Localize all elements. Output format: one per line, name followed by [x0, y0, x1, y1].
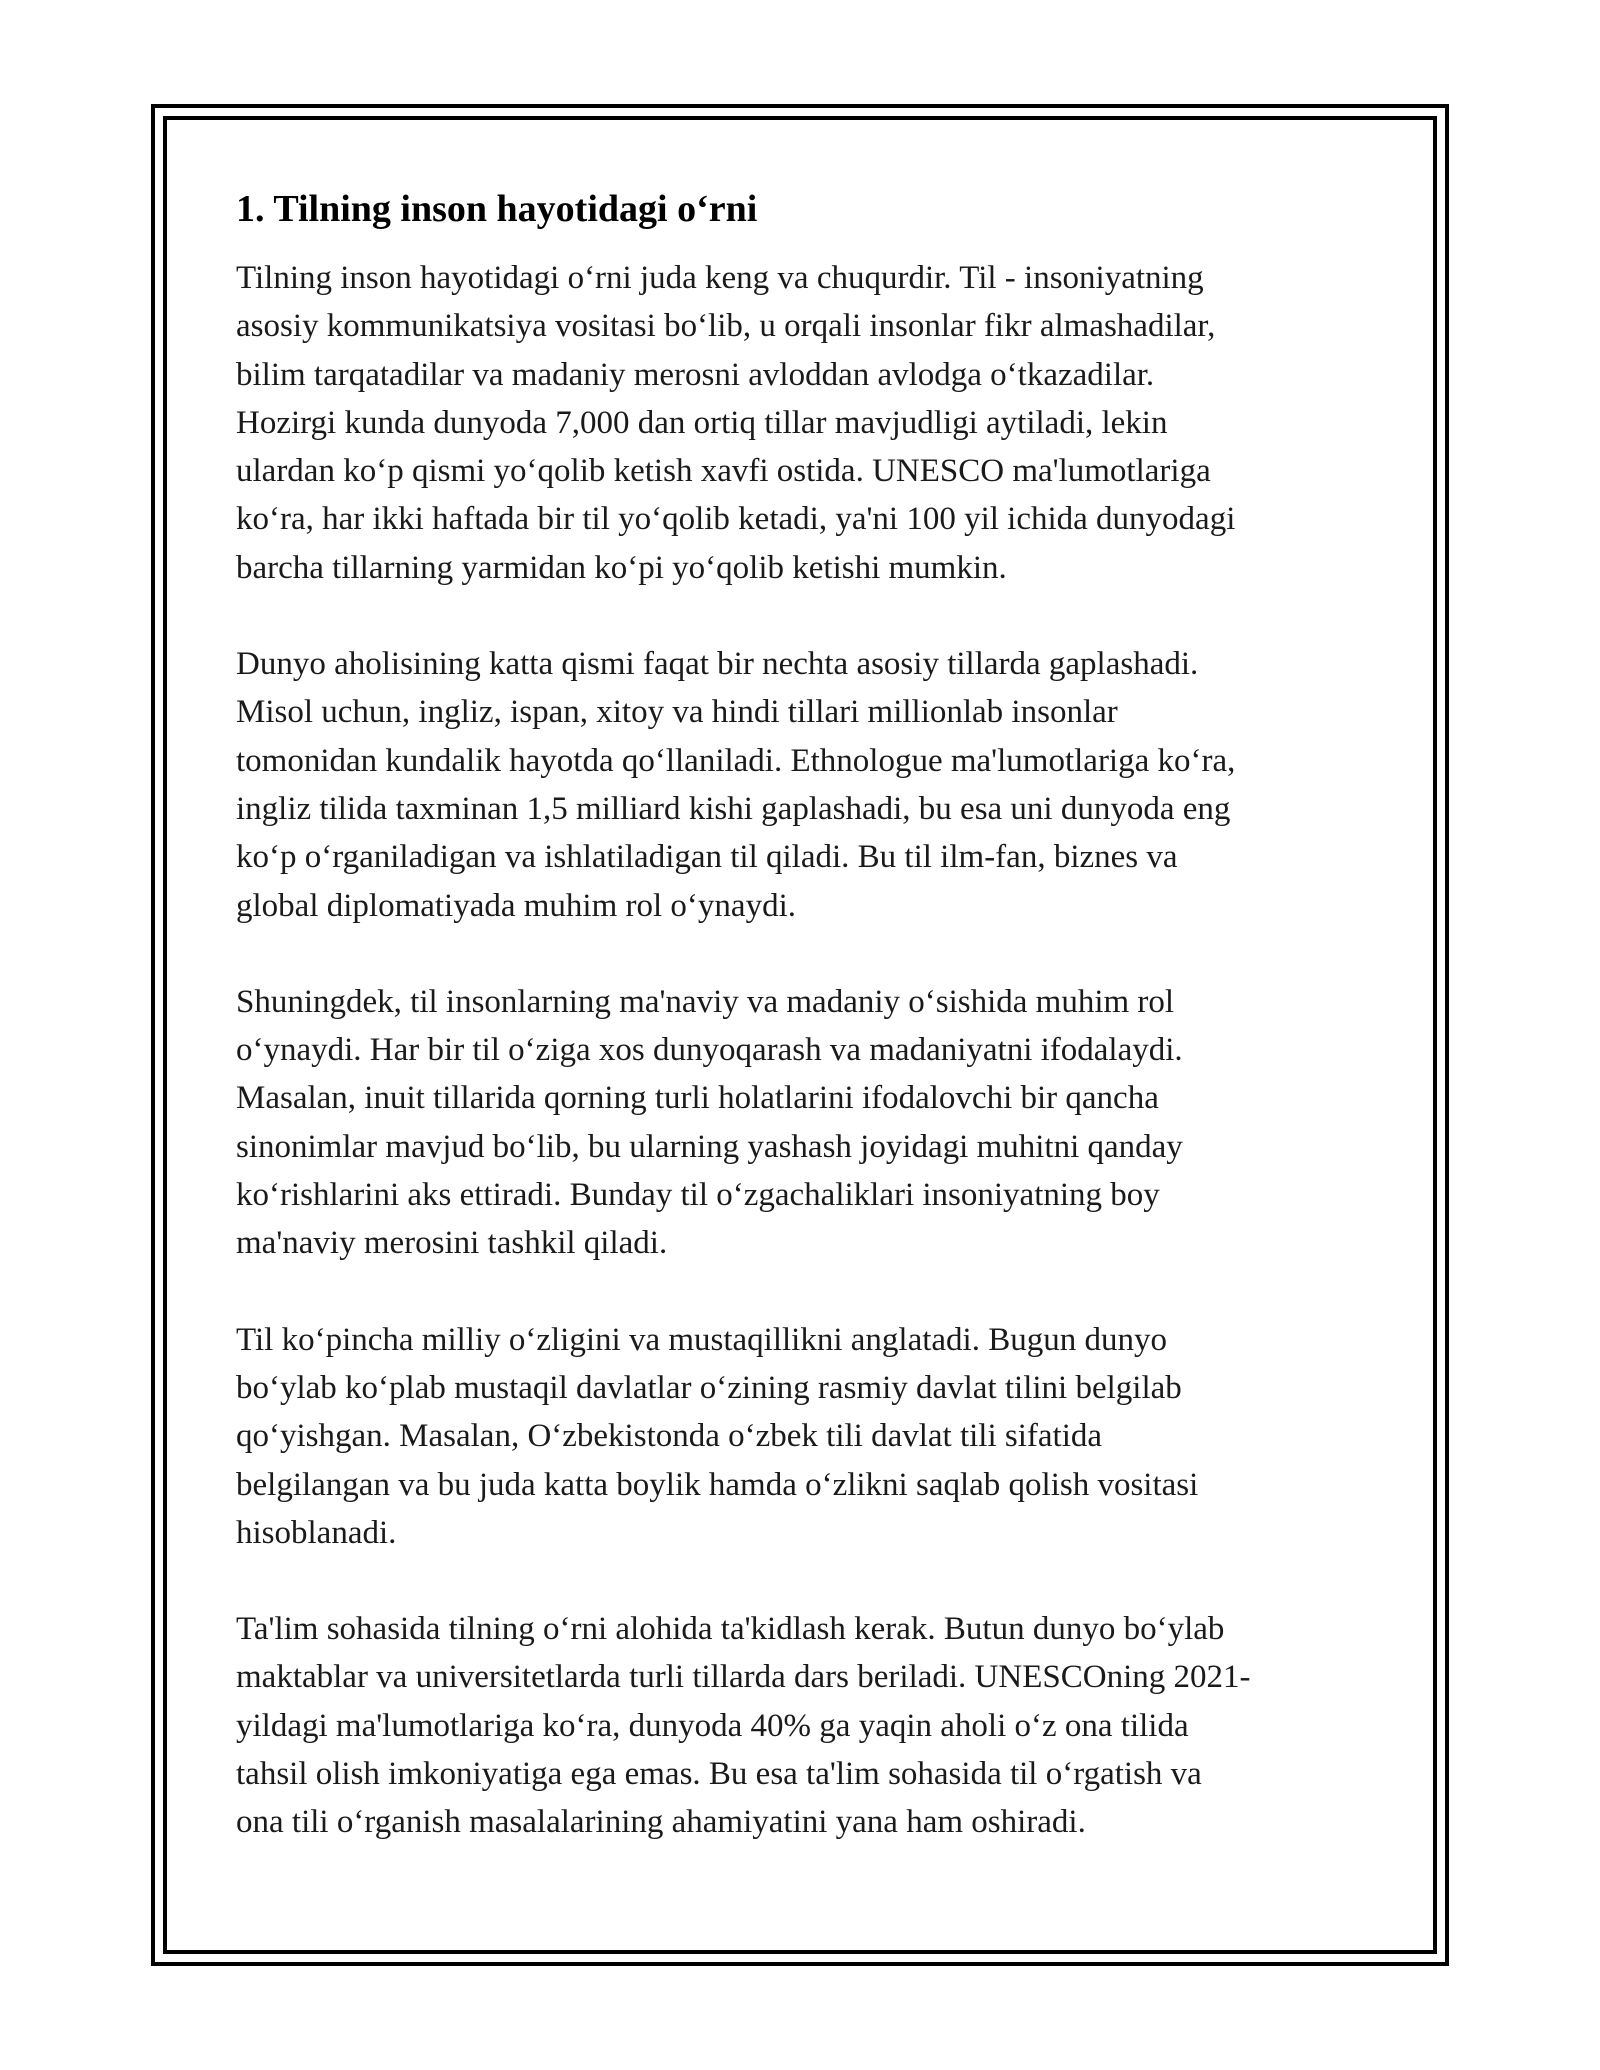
- text-line: Dunyo aholisining katta qismi faqat bir nechta asosiy tillarda gaplashadi.: [236, 646, 1199, 683]
- text-line: tomonidan kundalik hayotda qo‘llaniladi. Ethnologue ma'lumotlariga ko‘ra,: [236, 742, 1236, 779]
- paragraph-4: [236, 1316, 1376, 1557]
- text-line: sinonimlar mavjud bo‘lib, bu ularning yashash joyidagi muhitni qanday: [236, 1128, 1183, 1165]
- text-line: bo‘ylab ko‘plab mustaqil davlatlar o‘zining rasmiy davlat tilini belgilab: [236, 1369, 1182, 1406]
- text-line: ko‘rishlarini aks ettiradi. Bunday til o‘zgachaliklari insoniyatning boy: [236, 1177, 1160, 1214]
- text-line: hisoblanadi.: [236, 1514, 397, 1551]
- text-line: ingliz tilida taxminan 1,5 milliard kishi gaplashadi, bu esa uni dunyoda eng: [236, 790, 1231, 827]
- text-line: Til ko‘pincha milliy o‘zligini va mustaqillikni anglatadi. Bugun dunyo: [236, 1321, 1167, 1358]
- text-line: Ta'lim sohasida tilning o‘rni alohida ta'kidlash kerak. Butun dunyo bo‘ylab: [236, 1611, 1225, 1648]
- text-line: asosiy kommunikatsiya vositasi bo‘lib, u orqali insonlar fikr almashadilar,: [236, 308, 1216, 345]
- text-line: ulardan ko‘p qismi yo‘qolib ketish xavfi ostida. UNESCO ma'lumotlariga: [236, 453, 1211, 490]
- text-line: Tilning inson hayotidagi o‘rni juda keng va chuqurdir. Til - insoniyatning: [236, 260, 1204, 296]
- section-heading: 1. Tilning inson hayotidagi o‘rni: [236, 188, 758, 230]
- text-line: global diplomatiyada muhim rol o‘ynaydi.: [236, 887, 796, 924]
- text-line: Masalan, inuit tillarida qorning turli holatlarini ifodalovchi bir qancha: [236, 1080, 1159, 1117]
- paragraph-1: [236, 254, 1376, 592]
- text-line: maktablar va universitetlarda turli tillarda dars beriladi. UNESCOning 2021-: [236, 1659, 1251, 1696]
- text-line: ona tili o‘rganish masalalarining ahamiyatini yana ham oshiradi.: [236, 1804, 1086, 1841]
- text-line: ma'naviy merosini tashkil qiladi.: [236, 1225, 668, 1262]
- document-body: [236, 186, 1376, 1895]
- text-line: Misol uchun, ingliz, ispan, xitoy va hindi tillari millionlab insonlar: [236, 694, 1118, 731]
- text-line: barcha tillarning yarmidan ko‘pi yo‘qolib ketishi mumkin.: [236, 549, 1007, 586]
- text-line: Hozirgi kunda dunyoda 7,000 dan ortiq tillar mavjudligi aytiladi, lekin: [236, 404, 1168, 441]
- text-line: o‘ynaydi. Har bir til o‘ziga xos dunyoqarash va madaniyatni ifodalaydi.: [236, 1032, 1183, 1069]
- text-line: belgilangan va bu juda katta boylik hamda o‘zlikni saqlab qolish vositasi: [236, 1466, 1199, 1503]
- paragraph-3: [236, 978, 1376, 1268]
- text-line: qo‘yishgan. Masalan, O‘zbekistonda o‘zbek tili davlat tili sifatida: [236, 1418, 1103, 1455]
- paragraph-2: [236, 640, 1376, 930]
- paragraph-5: [236, 1605, 1376, 1846]
- text-line: tahsil olish imkoniyatiga ega emas. Bu esa ta'lim sohasida til o‘rgatish va: [236, 1756, 1202, 1793]
- text-line: ko‘p o‘rganiladigan va ishlatiladigan til qiladi. Bu til ilm-fan, biznes va: [236, 839, 1178, 876]
- text-line: ko‘ra, har ikki haftada bir til yo‘qolib ketadi, ya'ni 100 yil ichida dunyodagi: [236, 501, 1236, 538]
- text-line: Shuningdek, til insonlarning ma'naviy va madaniy o‘sishida muhim rol: [236, 983, 1175, 1020]
- text-line: bilim tarqatadilar va madaniy merosni avloddan avlodga o‘tkazadilar.: [236, 356, 1155, 393]
- text-line: yildagi ma'lumotlariga ko‘ra, dunyoda 40% ga yaqin aholi o‘z ona tilida: [236, 1707, 1189, 1744]
